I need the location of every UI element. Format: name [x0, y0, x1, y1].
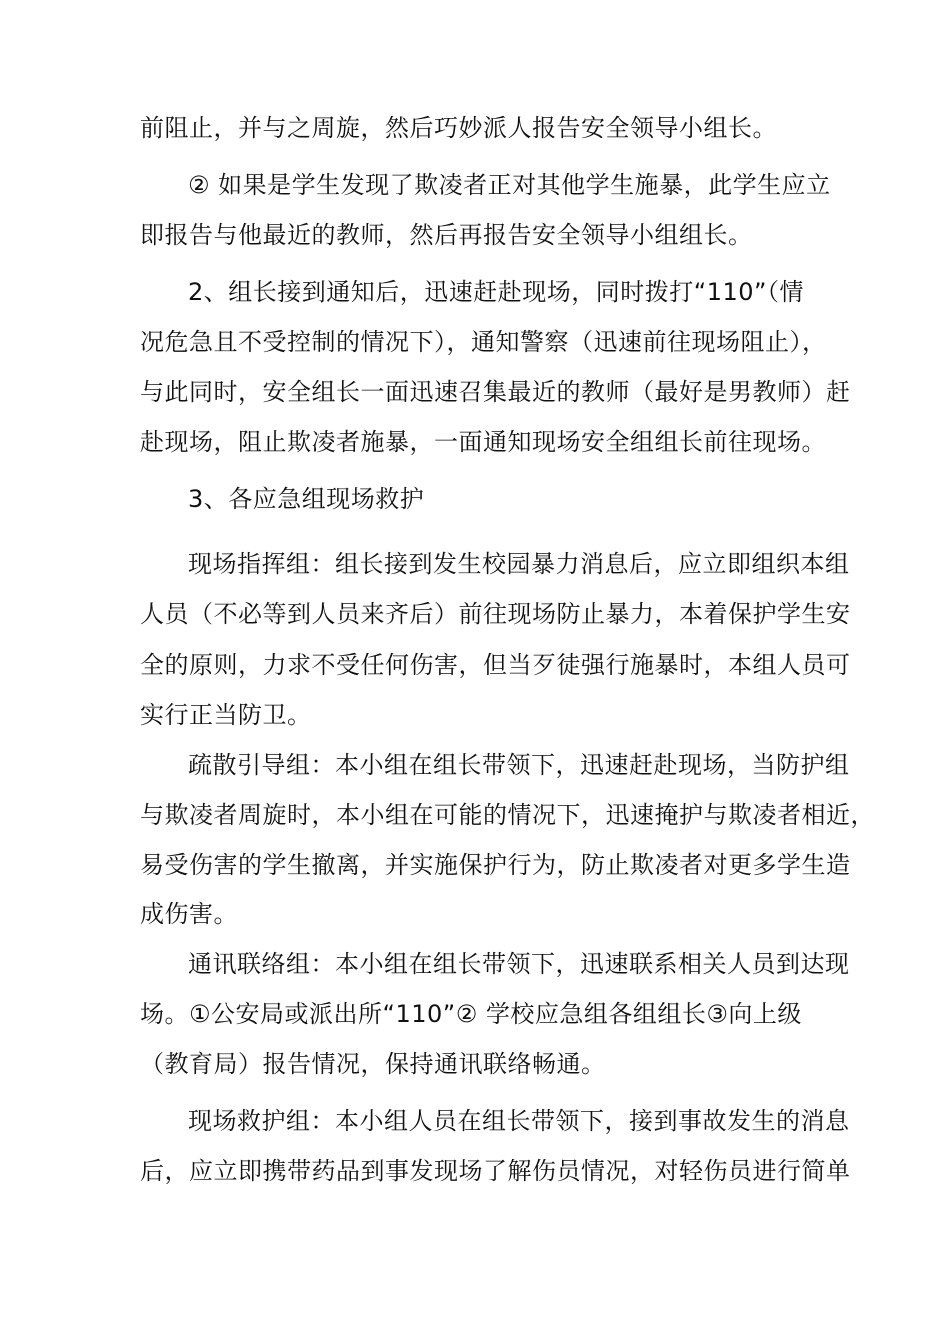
text-line: 全的原则，力求不受任何伤害，但当歹徒强行施暴时，本组人员可: [140, 651, 851, 679]
text-line: 疏散引导组：本小组在组长带领下，迅速赶赴现场，当防护组: [188, 751, 850, 779]
text-line: 实行正当防卫。: [140, 701, 312, 729]
text-line: 易受伤害的学生撤离，并实施保护行为，防止欺凌者对更多学生造: [140, 851, 851, 879]
text-line: 2、组长接到通知后，迅速赶赴现场，同时拨打“110”（情: [188, 278, 804, 306]
text-line: 与欺凌者周旋时，本小组在可能的情况下，迅速掩护与欺凌者相近，: [140, 801, 875, 829]
text-line: 后，应立即携带药品到事发现场了解伤员情况，对轻伤员进行简单: [140, 1157, 851, 1185]
section-heading: 3、各应急组现场救护: [188, 485, 425, 513]
text-line: 成伤害。: [140, 900, 238, 928]
text-line: 现场指挥组：组长接到发生校园暴力消息后，应立即组织本组: [188, 550, 850, 578]
text-line: 场。①公安局或派出所“110”② 学校应急组各组组长③向上级: [140, 1000, 802, 1028]
text-line: 况危急且不受控制的情况下），通知警察（迅速前往现场阻止），: [140, 328, 827, 356]
text-line: 与此同时，安全组长一面迅速召集最近的教师（最好是男教师）赶: [140, 378, 851, 406]
text-line: ② 如果是学生发现了欺凌者正对其他学生施暴，此学生应立: [188, 171, 831, 199]
text-line: 即报告与他最近的教师，然后再报告安全领导小组组长。: [140, 221, 753, 249]
text-line: 通讯联络组：本小组在组长带领下，迅速联系相关人员到达现: [188, 950, 850, 978]
text-line: 前阻止，并与之周旋，然后巧妙派人报告安全领导小组长。: [140, 114, 777, 142]
text-line: 人员（不必等到人员来齐后）前往现场防止暴力，本着保护学生安: [140, 600, 851, 628]
text-line: 赴现场，阻止欺凌者施暴，一面通知现场安全组组长前往现场。: [140, 428, 826, 456]
text-line: 现场救护组：本小组人员在组长带领下，接到事故发生的消息: [188, 1107, 850, 1135]
text-line: （教育局）报告情况，保持通讯联络畅通。: [140, 1050, 606, 1078]
